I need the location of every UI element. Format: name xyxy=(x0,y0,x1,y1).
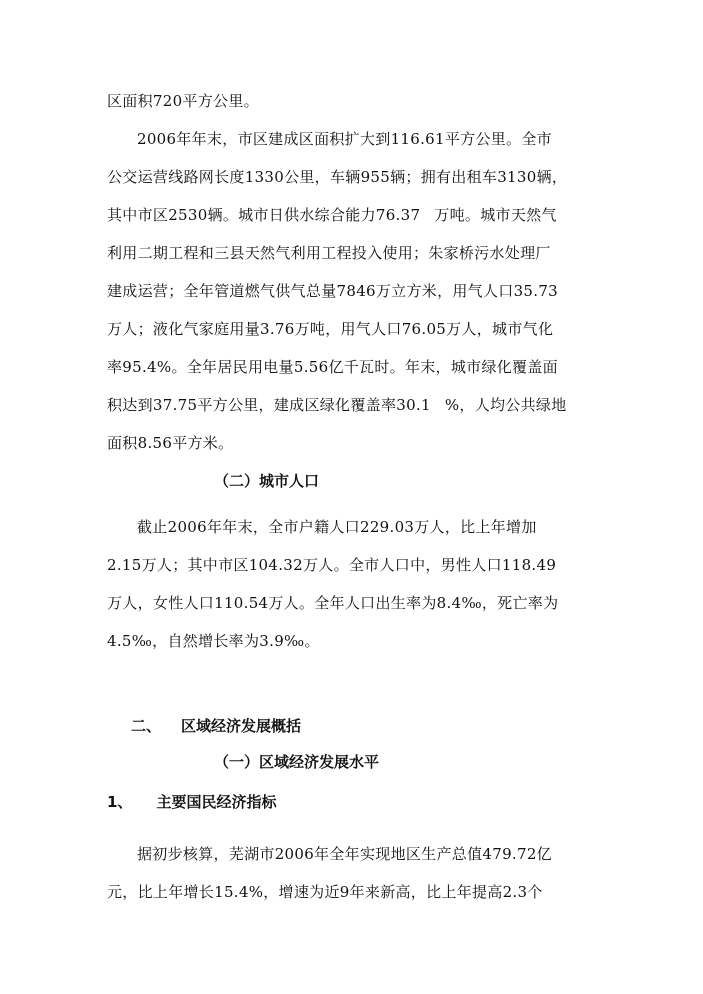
text-line: 截止2006年年末，全市户籍人口229.03万人，比上年增加 xyxy=(137,518,537,536)
text-line: 据初步核算，芜湖市2006年全年实现地区生产总值479.72亿 xyxy=(137,845,552,863)
section-number: 二、 xyxy=(131,717,162,735)
text-line: 万人；液化气家庭用量3.76万吨，用气人口76.05万人，城市气化 xyxy=(107,320,554,338)
item-title: 主要国民经济指标 xyxy=(156,793,277,811)
section-heading-economy xyxy=(131,716,301,736)
text-line xyxy=(107,205,557,225)
text-line: 区面积720平方公里。 xyxy=(107,92,259,110)
text-line: 利用二期工程和三县天然气利用工程投入使用；朱家桥污水处理厂 xyxy=(107,244,551,262)
text-line: 面积8.56平方米。 xyxy=(107,434,234,452)
item-heading-indicators xyxy=(107,792,276,812)
text-line: 2.15万人；其中市区104.32万人。全市人口中，男性人口118.49 xyxy=(107,556,557,574)
sub-heading-economy-level: （一）区域经济发展水平 xyxy=(214,753,380,771)
text-segment: %，人均公共绿地 xyxy=(444,396,567,414)
text-line xyxy=(107,395,567,415)
text-segment: 其中市区2530辆。城市日供水综合能力76.37 xyxy=(107,206,421,224)
text-line: 2006年年末，市区建成区面积扩大到116.61平方公里。全市 xyxy=(137,130,552,148)
text-segment: 万吨。城市天然气 xyxy=(434,206,557,224)
text-line: 公交运营线路网长度1330公里，车辆955辆；拥有出租车3130辆， xyxy=(107,168,568,186)
text-line: 建成运营；全年管道燃气供气总量7846万立方米，用气人口35.73 xyxy=(107,282,559,300)
section-heading-population: （二）城市人口 xyxy=(214,472,320,490)
text-line: 率95.4%。全年居民用电量5.56亿千瓦时。年末，城市绿化覆盖面 xyxy=(107,358,558,376)
text-line: 万人，女性人口110.54万人。全年人口出生率为8.4‰，死亡率为 xyxy=(107,594,559,612)
text-line: 4.5‰，自然增长率为3.9‰。 xyxy=(107,632,320,650)
section-title: 区域经济发展概括 xyxy=(181,717,302,735)
item-number: 1、 xyxy=(107,793,133,811)
text-segment: 积达到37.75平方公里，建成区绿化覆盖率30.1 xyxy=(107,396,431,414)
text-line: 元，比上年增长15.4%，增速为近9年来新高，比上年提高2.3个 xyxy=(107,883,543,901)
